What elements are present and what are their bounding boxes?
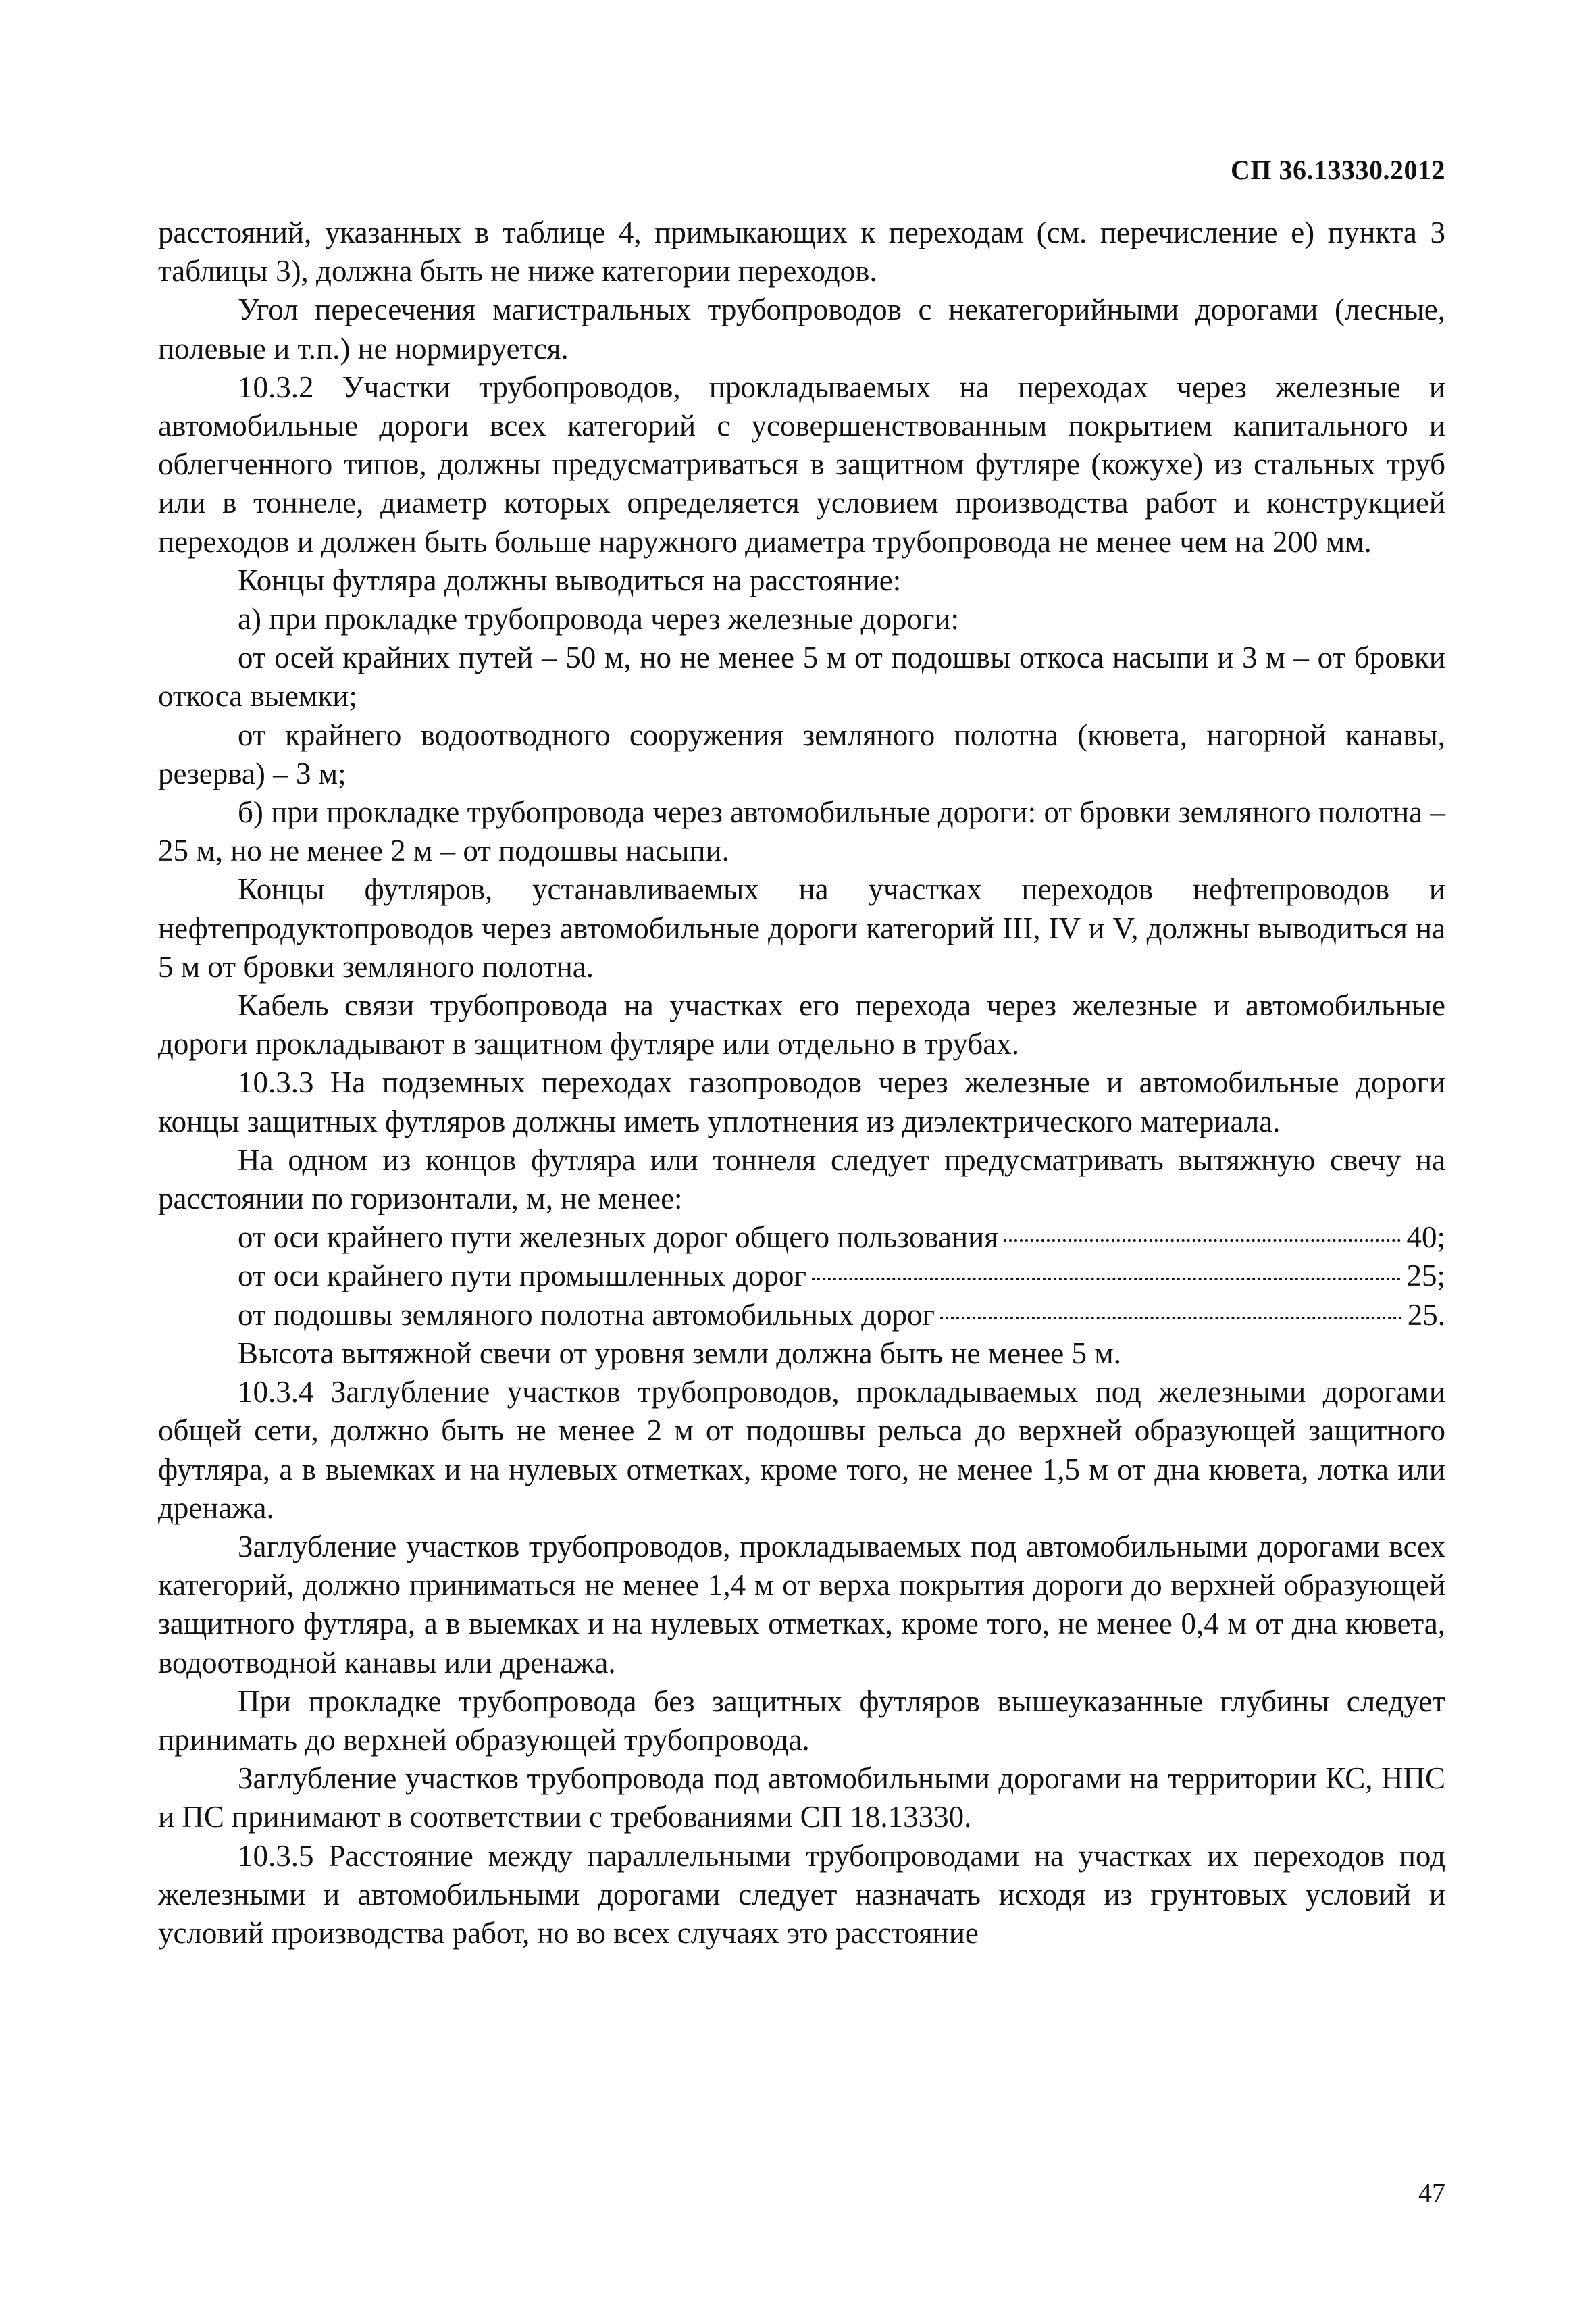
section-10-3-4 [158,1373,1445,1528]
distance-label: от оси крайнего пути промышленных дорог [238,1259,806,1293]
list-item: б) при прокладке трубопровода через автомобильные дороги: от бровки земляного полотна – 25 м, но не менее 2 м – от подошвы насыпи. [158,795,1445,868]
paragraph: Концы футляров, устанавливаемых на участках переходов нефтепроводов и нефтепродуктопроводов через автомобильные дороги категорий III, IV и V, должны выводиться на 5 м от бровки земляного полотна. [158,872,1445,984]
distance-label: от подошвы земляного полотна автомобильных дорог [238,1297,935,1332]
section-number: 10.3.2 [238,370,314,404]
paragraph: При прокладке трубопровода без защитных футляров вышеуказанные глубины следует принимать до верхней образующей трубопровода. [158,1684,1445,1757]
section-number: 10.3.5 [238,1838,314,1873]
paragraph: Заглубление участков трубопровода под автомобильными дорогами на территории КС, НПС и ПС принимают в соответствии с требованиями СП 18.13330. [158,1761,1445,1834]
distance-value: 25. [1407,1297,1445,1332]
document-body [158,213,1445,1953]
distance-value: 40; [1406,1220,1445,1255]
section-number: 10.3.3 [238,1065,314,1100]
paragraph: Кабель связи трубопровода на участках его перехода через железные и автомобильные дороги прокладывают в защитном футляре или отдельно в трубах. [158,988,1445,1061]
section-10-3-3 [158,1063,1445,1140]
distance-row [158,1257,1445,1295]
dot-leader [940,1317,1402,1319]
document-code-header: СП 36.13330.2012 [1231,155,1445,185]
paragraph: Заглубление участков трубопроводов, прокладываемых под автомобильными дорогами всех категорий, должно приниматься не менее 1,4 м от верха покрытия дороги до верхней образующей защитного футляра, а в выемках и на нулевых отметках, кроме того, не менее 0,4 м от дна кювета, водоотводной канавы или дренажа. [158,1529,1445,1680]
paragraph: от крайнего водоотводного сооружения земляного полотна (кювета, нагорной канавы, резерва) – 3 м; [158,718,1445,790]
section-10-3-5 [158,1837,1445,1953]
paragraph: от осей крайних путей – 50 м, но не менее 5 м от подошвы откоса насыпи и 3 м – от бровки откоса выемки; [158,640,1445,713]
paragraph: расстояний, указанных в таблице 4, примыкающих к переходам (см. перечисление е) пункта 3 таблицы 3), должна быть не ниже категории переходов. [158,216,1445,288]
paragraph: Концы футляра должны выводиться на расстояние: [238,563,902,597]
section-text: Участки трубопроводов, прокладываемых на переходах через железные и автомобильные дороги всех категорий с усовершенствованным покрытием капитального и облегченного типов, должны предусматриваться в защитном футляре (кожухе) из стальных труб или в тоннеле, диаметр которых определяется условием производства работ и конструкцией переходов и должен быть больше наружного диаметра трубопровода не менее чем на 200 мм. [158,370,1445,559]
distance-label: от оси крайнего пути железных дорог общего пользования [238,1220,998,1255]
distance-row [158,1218,1445,1257]
paragraph: Высота вытяжной свечи от уровня земли должна быть не менее 5 м. [238,1336,1121,1370]
dot-leader [1004,1239,1401,1242]
section-text: Расстояние между параллельными трубопроводами на участках их переходов под железными и автомобильными дорогами следует назначать исходя из грунтовых условий и условий производства работ, но во всех случаях это расстояние [158,1838,1445,1950]
section-text: На подземных переходах газопроводов через железные и автомобильные дороги концы защитных футляров должны иметь уплотнения из диэлектрического материала. [158,1065,1446,1138]
distance-value: 25; [1406,1259,1445,1293]
section-text: Заглубление участков трубопроводов, прокладываемых под железными дорогами общей сети, должно быть не менее 2 м от подошвы рельса до верхней образующей защитного футляра, а в выемках и на нулевых отметках, кроме того, не менее 1,5 м от дна кювета, лотка или дренажа. [158,1375,1445,1525]
page-number: 47 [1418,2178,1445,2208]
section-10-3-2 [158,368,1445,561]
dot-leader [812,1278,1401,1280]
paragraph: Угол пересечения магистральных трубопроводов с некатегорийными дорогами (лесные, полевые и т.п.) не нормируется. [158,293,1445,366]
distance-row [158,1296,1445,1334]
section-number: 10.3.4 [238,1375,314,1409]
list-item: а) при прокладке трубопровода через железные дороги: [238,602,959,636]
paragraph: На одном из концов футляра или тоннеля следует предусматривать вытяжную свечу на расстоянии по горизонтали, м, не менее: [158,1142,1445,1216]
